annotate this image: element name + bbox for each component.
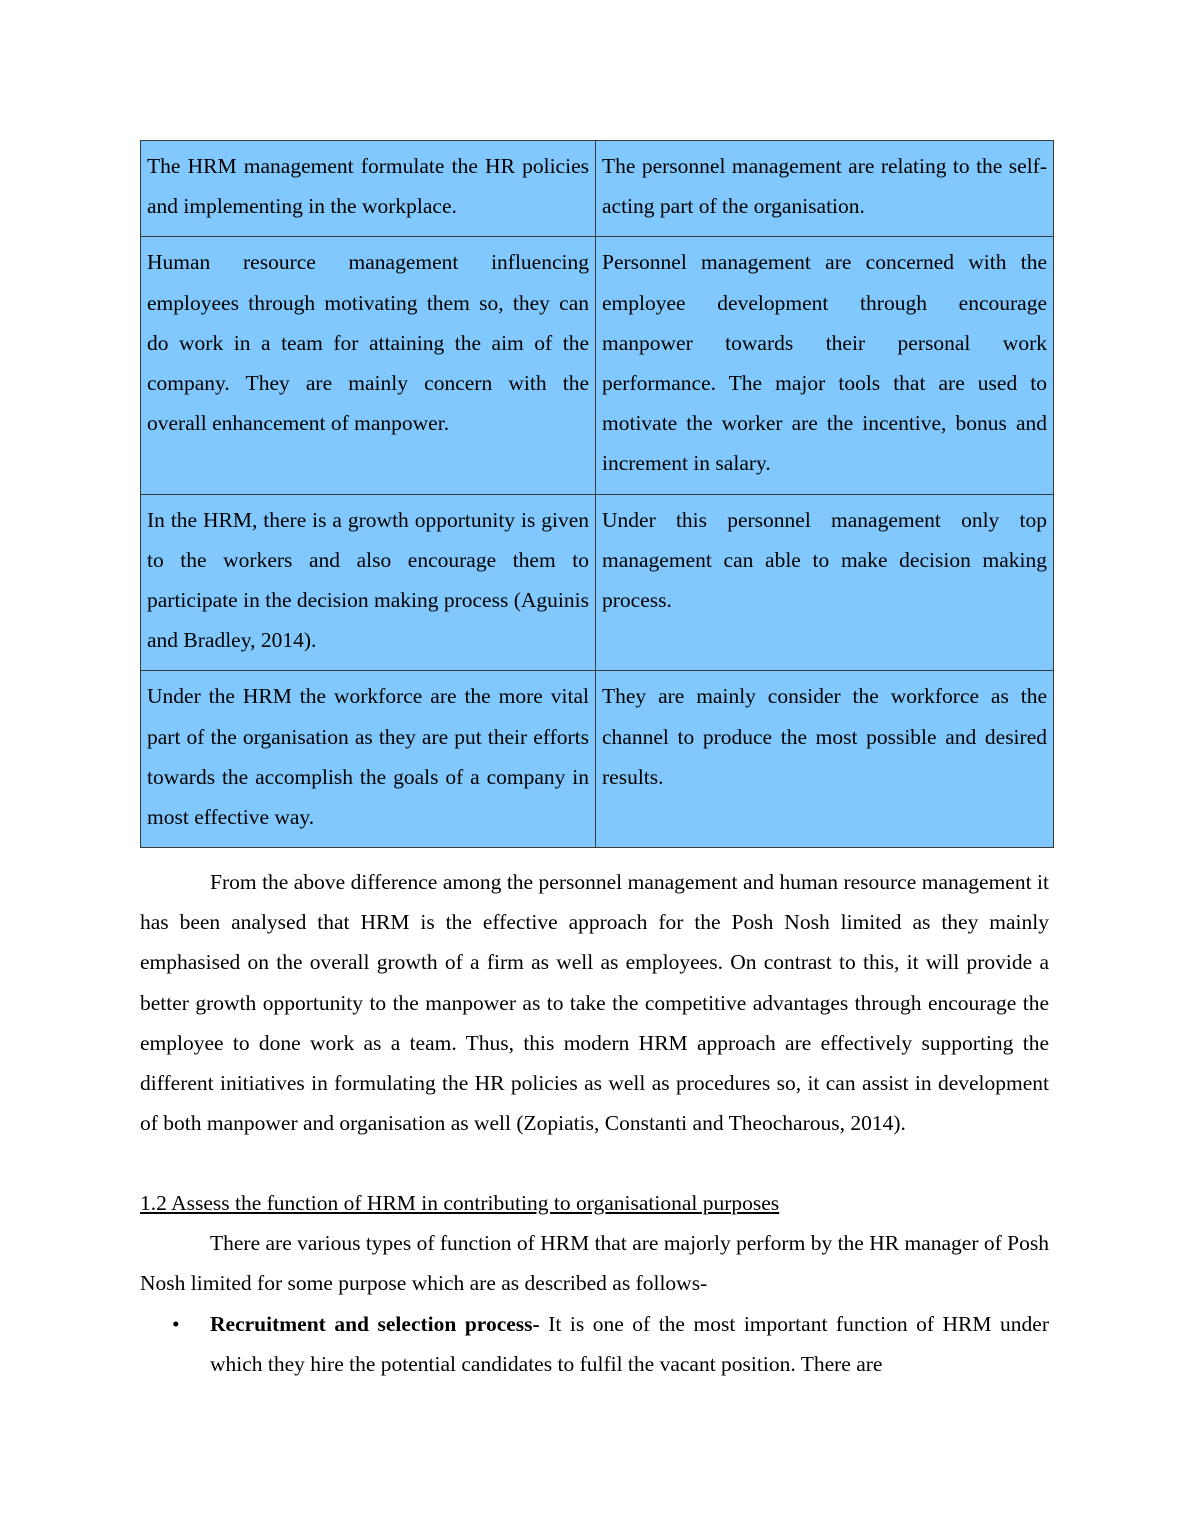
hrm-cell: In the HRM, there is a growth opportunity is given to the workers and also encourage them to participate in the decision making process (Aguinis and Bradley, 2014).: [141, 494, 596, 671]
bullet-list-item: [210, 1304, 1049, 1384]
hrm-cell: The HRM management formulate the HR policies and implementing in the workplace.: [141, 141, 596, 237]
hrm-cell: Under the HRM the workforce are the more vital part of the organisation as they are put their efforts towards the accomplish the goals of a company in most effective way.: [141, 671, 596, 848]
personnel-cell: The personnel management are relating to the self-acting part of the organisation.: [596, 141, 1054, 237]
analysis-paragraph: From the above difference among the personnel management and human resource management it has been analysed that HRM is the effective approach for the Posh Nosh limited as they mainly emphasised on the overall growth of a firm as well as employees. On contrast to this, it will provide a better growth opportunity to the manpower as to take the competitive advantages through encourage the employee to done work as a team. Thus, this modern HRM approach are effectively supporting the different initiatives in formulating the HR policies as well as procedures so, it can assist in development of both manpower and organisation as well (Zopiatis, Constanti and Theocharous, 2014).: [140, 870, 1049, 1136]
section-heading: 1.2 Assess the function of HRM in contributing to organisational purposes: [140, 1191, 780, 1215]
intro-paragraph: There are various types of function of HRM that are majorly perform by the HR manager of Posh Nosh limited for some purpose which are as described as follows-: [140, 1231, 1049, 1296]
table-row: [141, 237, 1054, 494]
table-row: [141, 671, 1054, 848]
table-row: [141, 141, 1054, 237]
bullet-icon: •: [172, 1312, 180, 1336]
bullet-title: Recruitment and selection process-: [210, 1312, 540, 1336]
personnel-cell: They are mainly consider the workforce as the channel to produce the most possible and desired results.: [596, 671, 1054, 848]
comparison-table: [140, 140, 1054, 848]
personnel-cell: Under this personnel management only top management can able to make decision making process.: [596, 494, 1054, 671]
table-row: [141, 494, 1054, 671]
hrm-cell: Human resource management influencing employees through motivating them so, they can do work in a team for attaining the aim of the company. They are mainly concern with the overall enhancement of manpower.: [141, 237, 596, 494]
personnel-cell: Personnel management are concerned with the employee development through encourage manpower towards their personal work performance. The major tools that are used to motivate the worker are the incentive, bonus and increment in salary.: [596, 237, 1054, 494]
bullet-text: It is one of the most important function of HRM under which they hire the potential candidates to fulfil the vacant position. There are: [210, 1312, 1049, 1377]
